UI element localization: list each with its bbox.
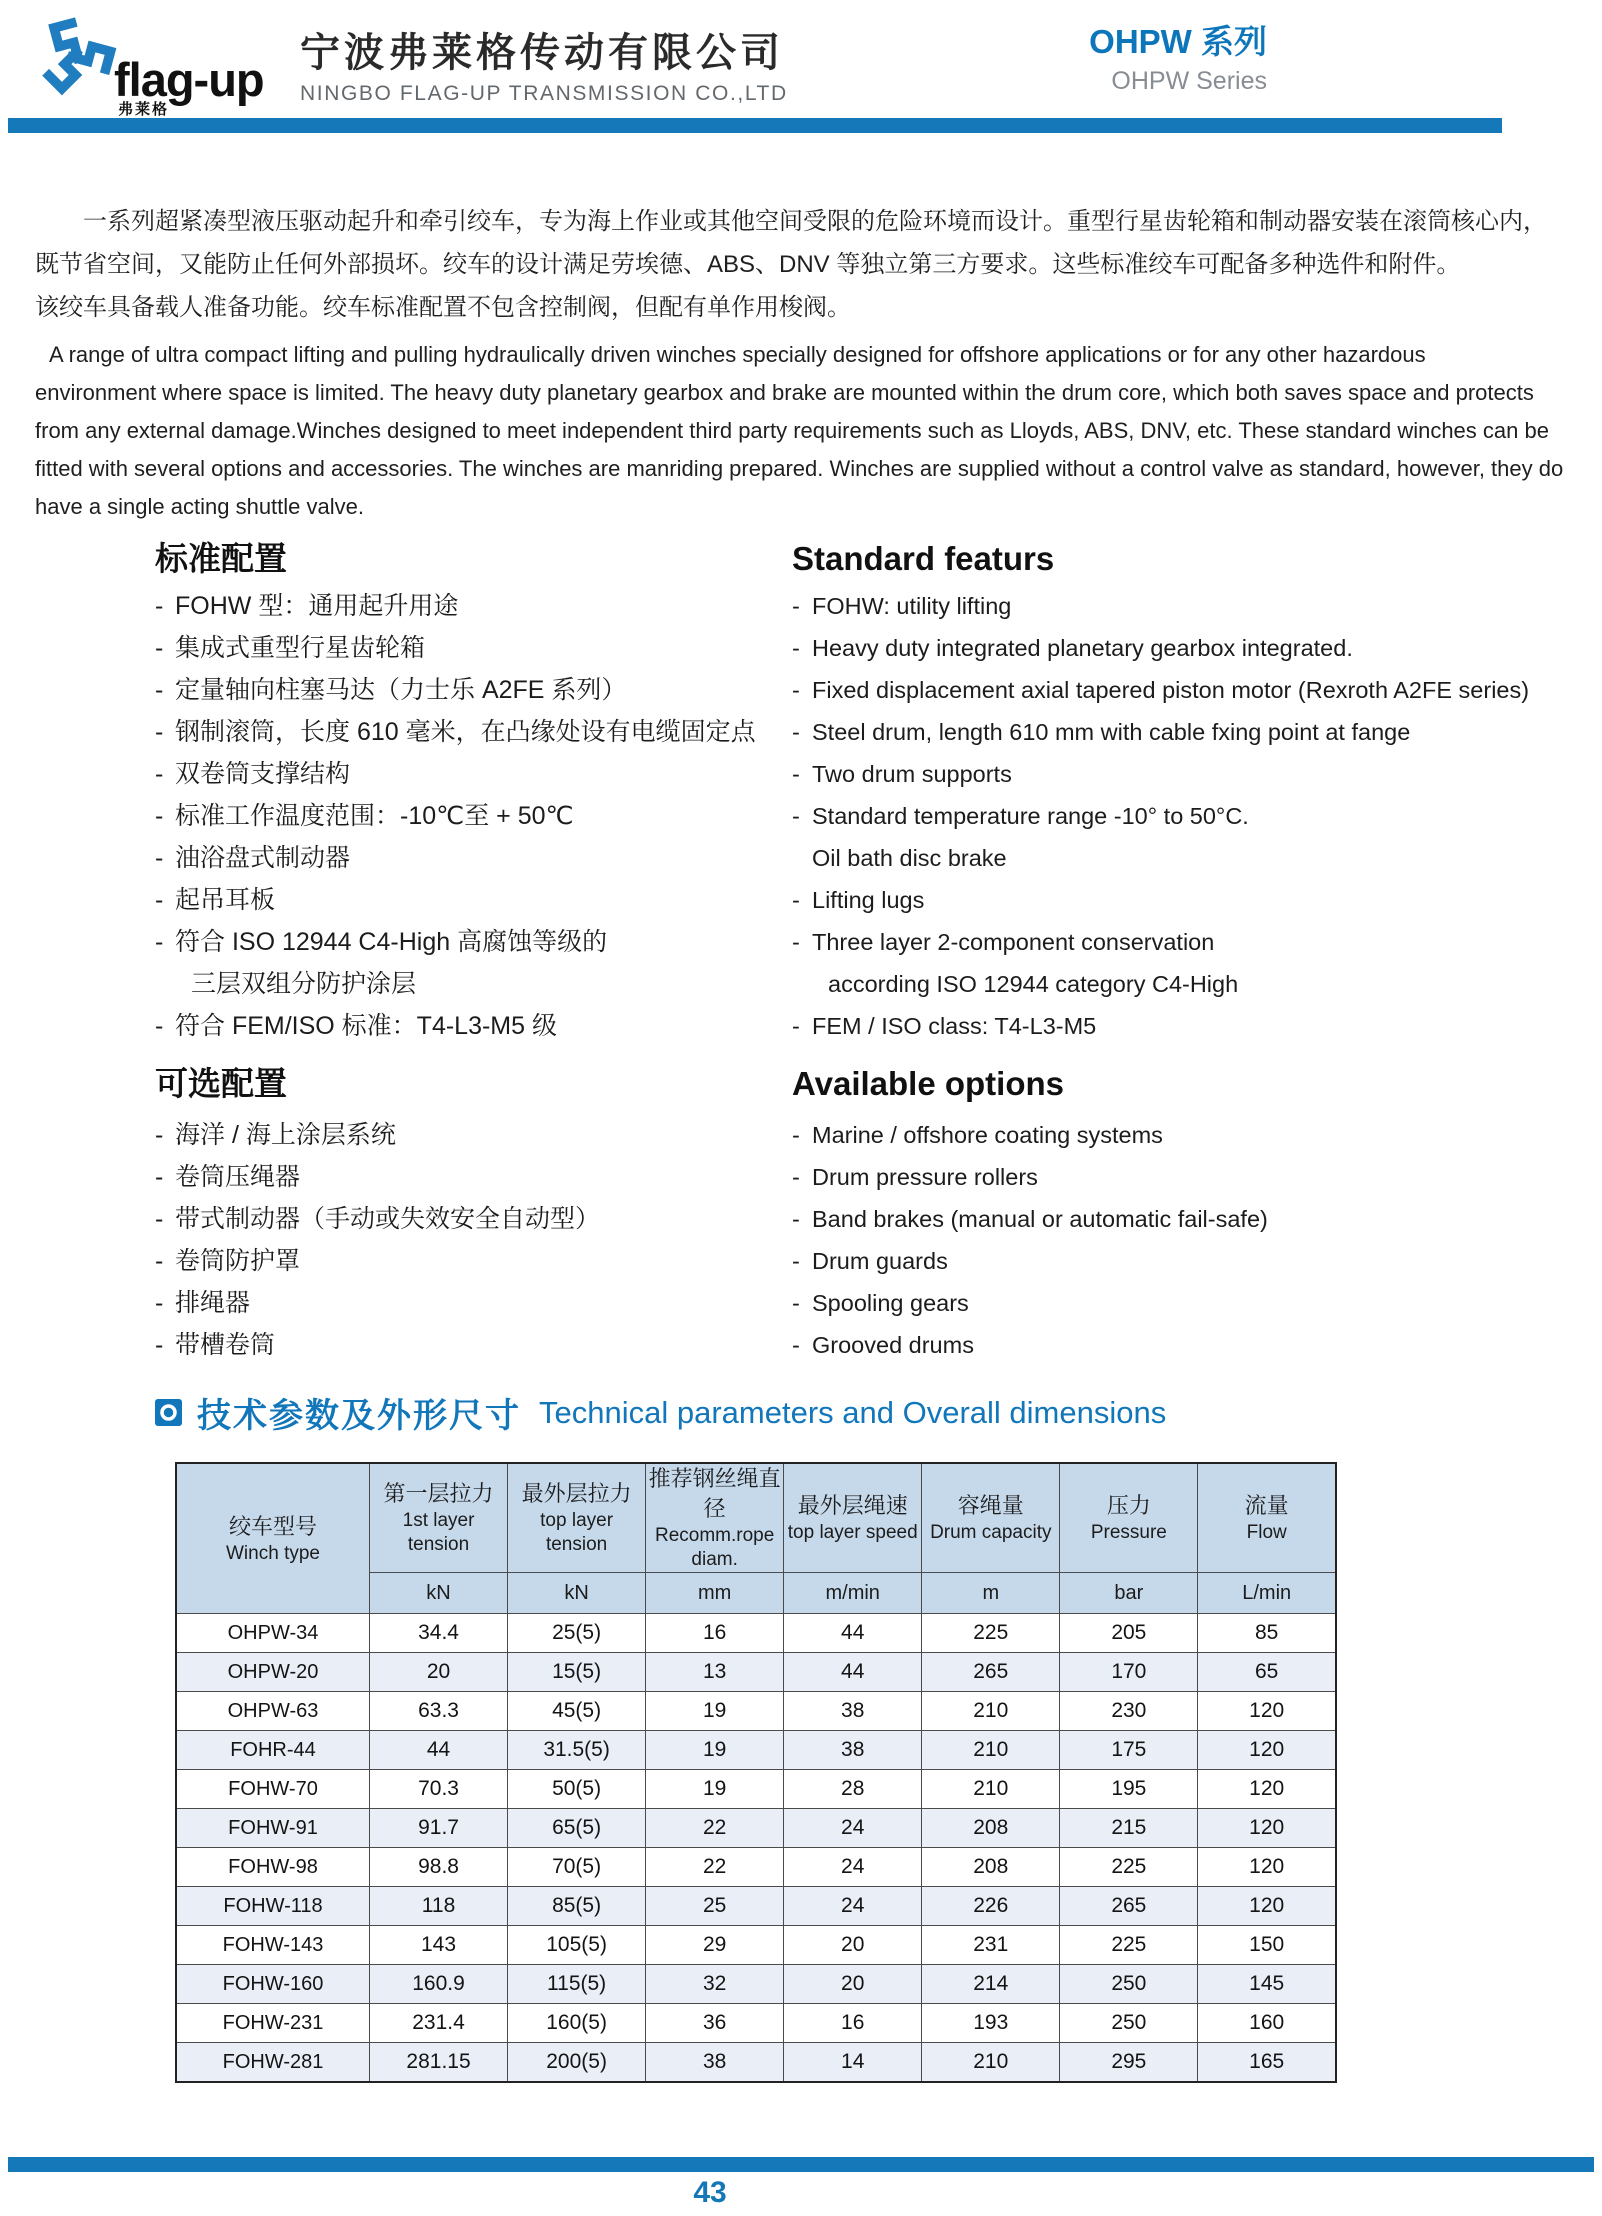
paragraph-line: A range of ultra compact lifting and pulling hydraulically driven winches specially designed for offshore applications or for any other hazardous	[49, 342, 1426, 367]
feature-item-dash: -	[792, 1013, 800, 1039]
column-unit: m	[922, 1573, 1060, 1614]
feature-item	[155, 795, 785, 837]
company-name-en: NINGBO FLAG-UP TRANSMISSION CO.,LTD	[300, 82, 788, 105]
value-cell: 170	[1060, 1653, 1198, 1692]
paragraph-line: 该绞车具备载人准备功能。绞车标准配置不包含控制阀，但配有单作用梭阀。	[35, 294, 851, 321]
feature-item-dash: -	[792, 1290, 800, 1316]
column-label-cn: 最外层拉力	[521, 1481, 632, 1506]
feature-item-dash: -	[155, 1121, 164, 1149]
feature-item-text: according ISO 12944 category C4-High	[828, 971, 1239, 997]
value-cell: 63.3	[370, 1692, 508, 1731]
standard-config-list-cn	[155, 585, 785, 1047]
feature-item	[792, 711, 1592, 753]
feature-item-text: Band brakes (manual or automatic fail-safe)	[812, 1206, 1268, 1232]
feature-item	[155, 1198, 785, 1240]
value-cell: 24	[784, 1809, 922, 1848]
feature-item-dash: -	[792, 635, 800, 661]
feature-item-dash: -	[792, 677, 800, 703]
value-cell: 118	[370, 1887, 508, 1926]
feature-item-text: Spooling gears	[812, 1290, 969, 1316]
column-header-winch-type	[176, 1463, 370, 1614]
feature-item-dash: -	[155, 592, 164, 620]
feature-item-text: 起吊耳板	[175, 886, 276, 914]
feature-item	[155, 1114, 785, 1156]
value-cell: 160.9	[370, 1965, 508, 2004]
feature-item-dash: -	[155, 844, 164, 872]
value-cell: 85	[1198, 1614, 1336, 1653]
feature-item	[792, 1198, 1592, 1240]
value-cell: 215	[1060, 1809, 1198, 1848]
feature-item-text: 带式制动器（手动或失效安全自动型）	[175, 1205, 601, 1233]
feature-item	[792, 795, 1592, 837]
table-row	[176, 1614, 1336, 1653]
column-label-en: Drum capacity	[930, 1522, 1052, 1543]
value-cell: 16	[784, 2004, 922, 2043]
feature-item-dash: -	[155, 886, 164, 914]
feature-item-dash: -	[792, 1164, 800, 1190]
tech-section-title-en: Technical parameters and Overall dimensions	[539, 1394, 1167, 1430]
value-cell: 24	[784, 1848, 922, 1887]
feature-item	[792, 1005, 1592, 1047]
feature-item-dash	[171, 963, 191, 1005]
feature-item	[792, 1282, 1592, 1324]
feature-item-text: Grooved drums	[812, 1332, 974, 1358]
feature-item-text: 带槽卷筒	[175, 1331, 276, 1359]
feature-item-dash: -	[792, 593, 800, 619]
value-cell: 205	[1060, 1614, 1198, 1653]
feature-item	[155, 627, 785, 669]
column-unit: L/min	[1198, 1573, 1336, 1614]
tech-section-heading	[155, 1388, 1166, 1437]
column-label-cn: 第一层拉力	[383, 1481, 494, 1506]
value-cell: 98.8	[370, 1848, 508, 1887]
value-cell: 120	[1198, 1809, 1336, 1848]
value-cell: 44	[370, 1731, 508, 1770]
column-label-en: Pressure	[1090, 1522, 1167, 1543]
value-cell: 70(5)	[508, 1848, 646, 1887]
column-label-en: Recomm.rope diam.	[654, 1525, 775, 1570]
value-cell: 24	[784, 1887, 922, 1926]
value-cell: 208	[922, 1848, 1060, 1887]
winch-type-cell: FOHW-118	[176, 1887, 370, 1926]
feature-item-dash: -	[155, 1331, 164, 1359]
value-cell: 143	[370, 1926, 508, 1965]
intro-paragraph-en	[35, 336, 1580, 526]
feature-item	[792, 837, 1592, 879]
winch-type-cell: FOHW-98	[176, 1848, 370, 1887]
feature-item	[155, 1240, 785, 1282]
feature-item-dash: -	[155, 1247, 164, 1275]
column-header-pressure	[1060, 1463, 1198, 1573]
value-cell: 231	[922, 1926, 1060, 1965]
feature-item-text: Three layer 2-component conservation	[812, 929, 1215, 955]
value-cell: 45(5)	[508, 1692, 646, 1731]
winch-type-cell: OHPW-34	[176, 1614, 370, 1653]
table-row	[176, 1653, 1336, 1692]
feature-item	[792, 1240, 1592, 1282]
winch-type-cell: FOHW-231	[176, 2004, 370, 2043]
value-cell: 44	[784, 1614, 922, 1653]
feature-item-text: Oil bath disc brake	[812, 845, 1007, 871]
standard-config-title-cn: 标准配置	[155, 540, 287, 577]
value-cell: 226	[922, 1887, 1060, 1926]
feature-item	[792, 1114, 1592, 1156]
value-cell: 265	[922, 1653, 1060, 1692]
section-bullet-icon	[155, 1399, 182, 1426]
logo-wordmark: flag-up	[114, 53, 264, 106]
value-cell: 85(5)	[508, 1887, 646, 1926]
intro-paragraph-cn	[35, 200, 1580, 329]
value-cell: 19	[646, 1770, 784, 1809]
value-cell: 29	[646, 1926, 784, 1965]
feature-item-text: FEM / ISO class: T4-L3-M5	[812, 1013, 1097, 1039]
feature-item	[792, 963, 1592, 1005]
column-label-cn: 最外层绳速	[797, 1493, 908, 1518]
value-cell: 20	[784, 1926, 922, 1965]
column-label-en: top layer speed	[787, 1522, 918, 1543]
feature-item	[155, 669, 785, 711]
feature-item	[155, 585, 785, 627]
column-label-cn: 压力	[1106, 1493, 1151, 1518]
value-cell: 265	[1060, 1887, 1198, 1926]
table-row	[176, 1770, 1336, 1809]
value-cell: 145	[1198, 1965, 1336, 2004]
value-cell: 105(5)	[508, 1926, 646, 1965]
column-unit: kN	[370, 1573, 508, 1614]
logo-sub-text: 弗莱格	[118, 101, 170, 118]
value-cell: 15(5)	[508, 1653, 646, 1692]
value-cell: 281.15	[370, 2043, 508, 2083]
options-title-cn: 可选配置	[155, 1065, 287, 1102]
feature-item-text: FOHW: utility lifting	[812, 593, 1012, 619]
feature-item	[155, 963, 785, 1005]
column-unit: mm	[646, 1573, 784, 1614]
winch-type-cell: OHPW-20	[176, 1653, 370, 1692]
value-cell: 210	[922, 2043, 1060, 2083]
paragraph-line: fitted with several options and accessories. The winches are manriding prepared. Winches are supplied without a control valve as standard, however, they do	[35, 456, 1564, 481]
feature-item	[792, 627, 1592, 669]
series-title-en: OHPW Series	[1111, 66, 1267, 95]
feature-item-dash: -	[792, 1122, 800, 1148]
table-row	[176, 1965, 1336, 2004]
winch-type-cell: OHPW-63	[176, 1692, 370, 1731]
value-cell: 20	[784, 1965, 922, 2004]
table-body	[176, 1614, 1336, 2083]
feature-item-dash: -	[155, 760, 164, 788]
feature-item-dash: -	[792, 887, 800, 913]
feature-item-dash: -	[155, 1163, 164, 1191]
feature-item-text: Heavy duty integrated planetary gearbox integrated.	[812, 635, 1353, 661]
value-cell: 38	[646, 2043, 784, 2083]
feature-item	[155, 921, 785, 963]
paragraph-line: have a single acting shuttle valve.	[35, 494, 364, 519]
value-cell: 34.4	[370, 1614, 508, 1653]
feature-item-dash: -	[155, 1289, 164, 1317]
feature-item-dash: -	[155, 1012, 164, 1040]
value-cell: 25	[646, 1887, 784, 1926]
feature-item-text: Steel drum, length 610 mm with cable fxing point at fange	[812, 719, 1411, 745]
feature-item-dash: -	[792, 803, 800, 829]
column-label-cn: 容绳量	[957, 1493, 1024, 1518]
feature-item-text: 定量轴向柱塞马达（力士乐 A2FE 系列）	[175, 676, 627, 704]
value-cell: 70.3	[370, 1770, 508, 1809]
value-cell: 160	[1198, 2004, 1336, 2043]
table-row	[176, 1926, 1336, 1965]
winch-type-cell: FOHW-143	[176, 1926, 370, 1965]
value-cell: 20	[370, 1653, 508, 1692]
value-cell: 225	[922, 1614, 1060, 1653]
winch-type-cell: FOHW-281	[176, 2043, 370, 2083]
column-header-drum-capacity	[922, 1463, 1060, 1573]
spec-table	[175, 1462, 1337, 2083]
feature-item-text: Lifting lugs	[812, 887, 925, 913]
feature-item-text: Drum guards	[812, 1248, 948, 1274]
table-row	[176, 1809, 1336, 1848]
available-options-list-en	[792, 1114, 1592, 1366]
feature-item-dash: -	[155, 802, 164, 830]
paragraph-line: environment where space is limited. The heavy duty planetary gearbox and brake are mounted within the drum core, which both saves space and protects	[35, 380, 1534, 405]
feature-item-dash: -	[155, 1205, 164, 1233]
features-column-en	[792, 535, 1592, 1366]
feature-item-text: 油浴盘式制动器	[175, 844, 351, 872]
column-unit: m/min	[784, 1573, 922, 1614]
table-row	[176, 1731, 1336, 1770]
value-cell: 38	[784, 1731, 922, 1770]
feature-item	[792, 921, 1592, 963]
column-header-top-layer-speed	[784, 1463, 922, 1573]
column-label-en: Winch type	[226, 1542, 320, 1564]
value-cell: 200(5)	[508, 2043, 646, 2083]
value-cell: 250	[1060, 2004, 1198, 2043]
feature-item	[155, 1156, 785, 1198]
column-label-cn: 推荐钢丝绳直径	[648, 1466, 781, 1521]
feature-item-dash: -	[792, 719, 800, 745]
value-cell: 50(5)	[508, 1770, 646, 1809]
value-cell: 44	[784, 1653, 922, 1692]
feature-item-dash: -	[792, 1248, 800, 1274]
winch-type-cell: FOHW-70	[176, 1770, 370, 1809]
value-cell: 31.5(5)	[508, 1731, 646, 1770]
feature-item-text: 钢制滚筒，长度 610 毫米，在凸缘处设有电缆固定点	[175, 718, 756, 746]
paragraph-line: 既节省空间，又能防止任何外部损坏。绞车的设计满足劳埃德、ABS、DNV 等独立第三方要求。这些标准绞车可配备多种选件和附件。	[35, 251, 1461, 278]
feature-item	[155, 1282, 785, 1324]
table-row	[176, 1887, 1336, 1926]
value-cell: 120	[1198, 1770, 1336, 1809]
value-cell: 115(5)	[508, 1965, 646, 2004]
header-rule	[8, 118, 1502, 133]
feature-item-text: 标准工作温度范围：-10℃至 + 50℃	[175, 802, 574, 830]
value-cell: 13	[646, 1653, 784, 1692]
feature-item-text: 集成式重型行星齿轮箱	[175, 634, 426, 662]
feature-item-dash	[808, 963, 828, 1005]
feature-item	[155, 1324, 785, 1366]
footer-rule	[8, 2157, 1594, 2172]
feature-item-text: 排绳器	[175, 1289, 251, 1317]
feature-item-text: 卷筒压绳器	[175, 1163, 301, 1191]
column-label-en: top layer tension	[540, 1510, 614, 1555]
feature-item-dash: -	[155, 634, 164, 662]
feature-item-text: 符合 FEM/ISO 标准：T4-L3-M5 级	[175, 1012, 557, 1040]
column-unit: bar	[1060, 1573, 1198, 1614]
feature-item-dash: -	[155, 928, 164, 956]
winch-type-cell: FOHW-160	[176, 1965, 370, 2004]
feature-item-text: Drum pressure rollers	[812, 1164, 1038, 1190]
column-unit: kN	[508, 1573, 646, 1614]
value-cell: 19	[646, 1692, 784, 1731]
available-options-title-en: Available options	[792, 1065, 1064, 1102]
table-row	[176, 2004, 1336, 2043]
feature-item-dash: -	[155, 676, 164, 704]
feature-item	[155, 879, 785, 921]
paragraph-line: 一系列超紧凑型液压驱动起升和牵引绞车，专为海上作业或其他空间受限的危险环境而设计。重型行星齿轮箱和制动器安装在滚筒核心内，	[83, 208, 1547, 235]
value-cell: 38	[784, 1692, 922, 1731]
value-cell: 120	[1198, 1848, 1336, 1887]
value-cell: 32	[646, 1965, 784, 2004]
value-cell: 193	[922, 2004, 1060, 2043]
feature-item-text: 三层双组分防护涂层	[191, 970, 417, 998]
options-list-cn	[155, 1114, 785, 1366]
column-label-en: 1st layer tension	[402, 1510, 475, 1555]
value-cell: 295	[1060, 2043, 1198, 2083]
table-row	[176, 1848, 1336, 1887]
value-cell: 231.4	[370, 2004, 508, 2043]
value-cell: 225	[1060, 1848, 1198, 1887]
value-cell: 250	[1060, 1965, 1198, 2004]
features-column-cn	[155, 535, 785, 1366]
value-cell: 16	[646, 1614, 784, 1653]
value-cell: 195	[1060, 1770, 1198, 1809]
standard-features-title-en: Standard featurs	[792, 540, 1055, 577]
feature-item-dash: -	[792, 1332, 800, 1358]
feature-item-dash	[792, 837, 812, 879]
feature-item	[792, 1156, 1592, 1198]
feature-item-text: Standard temperature range -10° to 50°C.	[812, 803, 1249, 829]
value-cell: 175	[1060, 1731, 1198, 1770]
value-cell: 120	[1198, 1731, 1336, 1770]
column-header-top-layer-tension	[508, 1463, 646, 1573]
feature-item	[792, 879, 1592, 921]
feature-item	[155, 753, 785, 795]
feature-item-text: Marine / offshore coating systems	[812, 1122, 1163, 1148]
value-cell: 65	[1198, 1653, 1336, 1692]
standard-features-list-en	[792, 585, 1592, 1047]
table-row	[176, 2043, 1336, 2083]
value-cell: 225	[1060, 1926, 1198, 1965]
feature-item-text: 符合 ISO 12944 C4-High 高腐蚀等级的	[175, 928, 608, 956]
company-block	[300, 30, 788, 106]
column-header-flow	[1198, 1463, 1336, 1573]
value-cell: 210	[922, 1731, 1060, 1770]
column-header-recomm-rope-diam-	[646, 1463, 784, 1573]
feature-item-dash: -	[792, 929, 800, 955]
value-cell: 25(5)	[508, 1614, 646, 1653]
winch-type-cell: FOHR-44	[176, 1731, 370, 1770]
series-title-cn: OHPW 系列	[1089, 23, 1267, 60]
feature-item	[155, 837, 785, 879]
column-label-cn: 绞车型号	[228, 1513, 317, 1539]
value-cell: 28	[784, 1770, 922, 1809]
value-cell: 210	[922, 1770, 1060, 1809]
value-cell: 120	[1198, 1692, 1336, 1731]
table-header	[176, 1463, 1336, 1614]
company-name-cn: 宁波弗莱格传动有限公司	[300, 31, 784, 75]
value-cell: 22	[646, 1848, 784, 1887]
value-cell: 22	[646, 1809, 784, 1848]
feature-item-text: FOHW 型：通用起升用途	[175, 592, 459, 620]
page-number: 43	[693, 2176, 727, 2209]
value-cell: 120	[1198, 1887, 1336, 1926]
feature-item-text: 卷筒防护罩	[175, 1247, 301, 1275]
value-cell: 14	[784, 2043, 922, 2083]
paragraph-line: from any external damage.Winches designed to meet independent third party requirements such as Lloyds, ABS, DNV, etc. These standard winches can be	[35, 418, 1549, 443]
column-header-1st-layer-tension	[370, 1463, 508, 1573]
feature-item	[792, 753, 1592, 795]
feature-item-text: 海洋 / 海上涂层系统	[175, 1121, 396, 1149]
value-cell: 150	[1198, 1926, 1336, 1965]
value-cell: 208	[922, 1809, 1060, 1848]
feature-item-text: Fixed displacement axial tapered piston motor (Rexroth A2FE series)	[812, 677, 1530, 703]
value-cell: 160(5)	[508, 2004, 646, 2043]
winch-type-cell: FOHW-91	[176, 1809, 370, 1848]
value-cell: 165	[1198, 2043, 1336, 2083]
value-cell: 210	[922, 1692, 1060, 1731]
feature-item-text: 双卷筒支撑结构	[175, 760, 351, 788]
table-row	[176, 1692, 1336, 1731]
feature-item	[155, 1005, 785, 1047]
feature-item	[792, 1324, 1592, 1366]
feature-item-dash: -	[792, 1206, 800, 1232]
feature-item-dash: -	[155, 718, 164, 746]
value-cell: 65(5)	[508, 1809, 646, 1848]
column-label-cn: 流量	[1244, 1493, 1289, 1518]
value-cell: 91.7	[370, 1809, 508, 1848]
feature-item-dash: -	[792, 761, 800, 787]
feature-item	[792, 669, 1592, 711]
value-cell: 214	[922, 1965, 1060, 2004]
feature-item-text: Two drum supports	[812, 761, 1012, 787]
value-cell: 19	[646, 1731, 784, 1770]
column-label-en: Flow	[1246, 1522, 1287, 1543]
tech-section-title-cn: 技术参数及外形尺寸	[197, 1397, 521, 1435]
series-block	[900, 22, 1267, 96]
value-cell: 36	[646, 2004, 784, 2043]
feature-item	[155, 711, 785, 753]
value-cell: 230	[1060, 1692, 1198, 1731]
feature-item	[792, 585, 1592, 627]
